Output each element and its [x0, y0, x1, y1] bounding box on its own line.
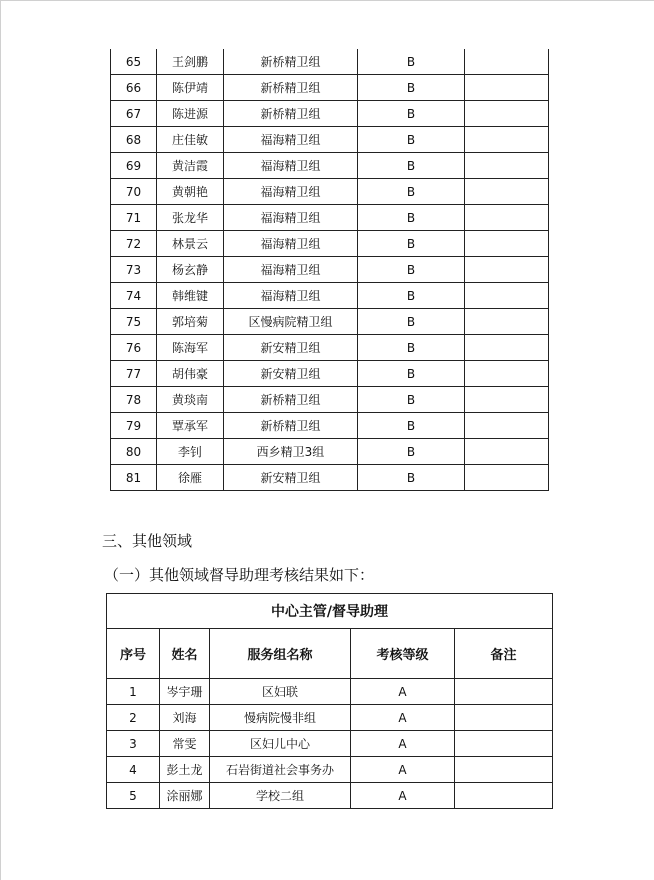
cell-group: 福海精卫组	[224, 257, 358, 283]
cell-name: 黄琰南	[157, 387, 224, 413]
cell-no: 74	[111, 283, 157, 309]
table-row	[111, 283, 549, 309]
cell-name: 徐雁	[157, 465, 224, 491]
cell-group: 区妇儿中心	[210, 731, 351, 757]
cell-name: 岑宇珊	[160, 679, 210, 705]
cell-name: 黄朝艳	[157, 179, 224, 205]
cell-name: 韩维键	[157, 283, 224, 309]
cell-name: 郭培菊	[157, 309, 224, 335]
cell-group: 福海精卫组	[224, 283, 358, 309]
table-row	[107, 705, 553, 731]
cell-no: 81	[111, 465, 157, 491]
cell-group: 新桥精卫组	[224, 101, 358, 127]
cell-grade: B	[358, 101, 465, 127]
cell-name: 黄洁霞	[157, 153, 224, 179]
cell-note	[465, 205, 549, 231]
cell-name: 庄佳敏	[157, 127, 224, 153]
cell-no: 80	[111, 439, 157, 465]
cell-group: 福海精卫组	[224, 205, 358, 231]
cell-note	[465, 465, 549, 491]
supervisor-assessment-table	[106, 593, 553, 809]
cell-group: 福海精卫组	[224, 179, 358, 205]
cell-name: 常雯	[160, 731, 210, 757]
table-row	[111, 179, 549, 205]
cell-note	[465, 179, 549, 205]
cell-grade: B	[358, 387, 465, 413]
table-row	[111, 439, 549, 465]
cell-no: 68	[111, 127, 157, 153]
cell-no: 71	[111, 205, 157, 231]
cell-name: 覃承军	[157, 413, 224, 439]
table-row	[111, 361, 549, 387]
table-row	[107, 731, 553, 757]
header-note: 备注	[455, 629, 553, 679]
cell-name: 陈伊靖	[157, 75, 224, 101]
cell-grade: B	[358, 153, 465, 179]
cell-name: 王剑鹏	[157, 49, 224, 75]
cell-note	[465, 101, 549, 127]
cell-note	[455, 783, 553, 809]
cell-group: 新桥精卫组	[224, 75, 358, 101]
cell-group: 新安精卫组	[224, 361, 358, 387]
table-title-row	[107, 594, 553, 629]
cell-group: 福海精卫组	[224, 153, 358, 179]
sub-heading: （一）其他领域督导助理考核结果如下：	[104, 566, 375, 584]
cell-grade: B	[358, 75, 465, 101]
cell-grade: B	[358, 257, 465, 283]
cell-note	[465, 335, 549, 361]
cell-name: 胡伟豪	[157, 361, 224, 387]
header-group: 服务组名称	[210, 629, 351, 679]
cell-grade: A	[351, 757, 455, 783]
cell-note	[455, 731, 553, 757]
cell-note	[465, 413, 549, 439]
cell-group: 新安精卫组	[224, 465, 358, 491]
cell-group: 区妇联	[210, 679, 351, 705]
cell-note	[465, 127, 549, 153]
cell-grade: B	[358, 205, 465, 231]
cell-name: 林景云	[157, 231, 224, 257]
cell-grade: A	[351, 705, 455, 731]
cell-grade: B	[358, 231, 465, 257]
cell-group: 新桥精卫组	[224, 413, 358, 439]
cell-name: 陈海军	[157, 335, 224, 361]
cell-group: 慢病院慢非组	[210, 705, 351, 731]
cell-name: 陈进源	[157, 101, 224, 127]
cell-grade: B	[358, 283, 465, 309]
cell-no: 79	[111, 413, 157, 439]
cell-no: 4	[107, 757, 160, 783]
assessment-table-continued	[110, 49, 549, 491]
cell-no: 70	[111, 179, 157, 205]
table-header-row	[107, 629, 553, 679]
cell-name: 刘海	[160, 705, 210, 731]
cell-note	[455, 679, 553, 705]
table-row	[111, 75, 549, 101]
cell-group: 西乡精卫3组	[224, 439, 358, 465]
cell-group: 福海精卫组	[224, 127, 358, 153]
page-edge-left	[0, 0, 1, 880]
cell-note	[465, 153, 549, 179]
assessment-table-body	[111, 49, 549, 491]
table-row	[111, 465, 549, 491]
cell-name: 李钊	[157, 439, 224, 465]
cell-no: 5	[107, 783, 160, 809]
cell-grade: B	[358, 439, 465, 465]
table-row	[111, 49, 549, 75]
table-row	[111, 387, 549, 413]
cell-grade: B	[358, 335, 465, 361]
cell-no: 67	[111, 101, 157, 127]
cell-no: 73	[111, 257, 157, 283]
table-row	[107, 783, 553, 809]
cell-grade: B	[358, 309, 465, 335]
cell-note	[455, 705, 553, 731]
table-row	[111, 205, 549, 231]
cell-no: 76	[111, 335, 157, 361]
table-row	[111, 257, 549, 283]
table-row	[107, 679, 553, 705]
cell-no: 78	[111, 387, 157, 413]
page-edge-top	[0, 0, 654, 1]
cell-group: 福海精卫组	[224, 231, 358, 257]
table-row	[111, 153, 549, 179]
cell-note	[465, 439, 549, 465]
header-no: 序号	[107, 629, 160, 679]
cell-grade: A	[351, 679, 455, 705]
table-row	[111, 101, 549, 127]
cell-group: 新桥精卫组	[224, 387, 358, 413]
cell-grade: B	[358, 49, 465, 75]
cell-group: 区慢病院精卫组	[224, 309, 358, 335]
cell-name: 涂丽娜	[160, 783, 210, 809]
cell-note	[465, 49, 549, 75]
cell-name: 张龙华	[157, 205, 224, 231]
cell-grade: B	[358, 179, 465, 205]
table-title: 中心主管/督导助理	[107, 594, 553, 629]
cell-note	[455, 757, 553, 783]
cell-note	[465, 309, 549, 335]
cell-grade: B	[358, 361, 465, 387]
cell-no: 75	[111, 309, 157, 335]
cell-grade: A	[351, 731, 455, 757]
table-row	[111, 231, 549, 257]
cell-no: 1	[107, 679, 160, 705]
cell-group: 石岩街道社会事务办	[210, 757, 351, 783]
header-name: 姓名	[160, 629, 210, 679]
table-row	[111, 309, 549, 335]
cell-note	[465, 231, 549, 257]
cell-grade: A	[351, 783, 455, 809]
header-grade: 考核等级	[351, 629, 455, 679]
table-row	[107, 757, 553, 783]
cell-no: 69	[111, 153, 157, 179]
table-row	[111, 127, 549, 153]
cell-note	[465, 361, 549, 387]
cell-no: 72	[111, 231, 157, 257]
cell-group: 新桥精卫组	[224, 49, 358, 75]
cell-name: 杨玄静	[157, 257, 224, 283]
cell-no: 66	[111, 75, 157, 101]
cell-name: 彭土龙	[160, 757, 210, 783]
cell-grade: B	[358, 127, 465, 153]
supervisor-table-body	[107, 594, 553, 809]
cell-group: 学校二组	[210, 783, 351, 809]
cell-note	[465, 283, 549, 309]
table-row	[111, 335, 549, 361]
cell-no: 77	[111, 361, 157, 387]
cell-no: 3	[107, 731, 160, 757]
cell-no: 2	[107, 705, 160, 731]
cell-group: 新安精卫组	[224, 335, 358, 361]
cell-no: 65	[111, 49, 157, 75]
cell-grade: B	[358, 413, 465, 439]
cell-grade: B	[358, 465, 465, 491]
cell-note	[465, 257, 549, 283]
cell-note	[465, 387, 549, 413]
section-heading: 三、其他领域	[102, 532, 193, 550]
cell-note	[465, 75, 549, 101]
table-row	[111, 413, 549, 439]
